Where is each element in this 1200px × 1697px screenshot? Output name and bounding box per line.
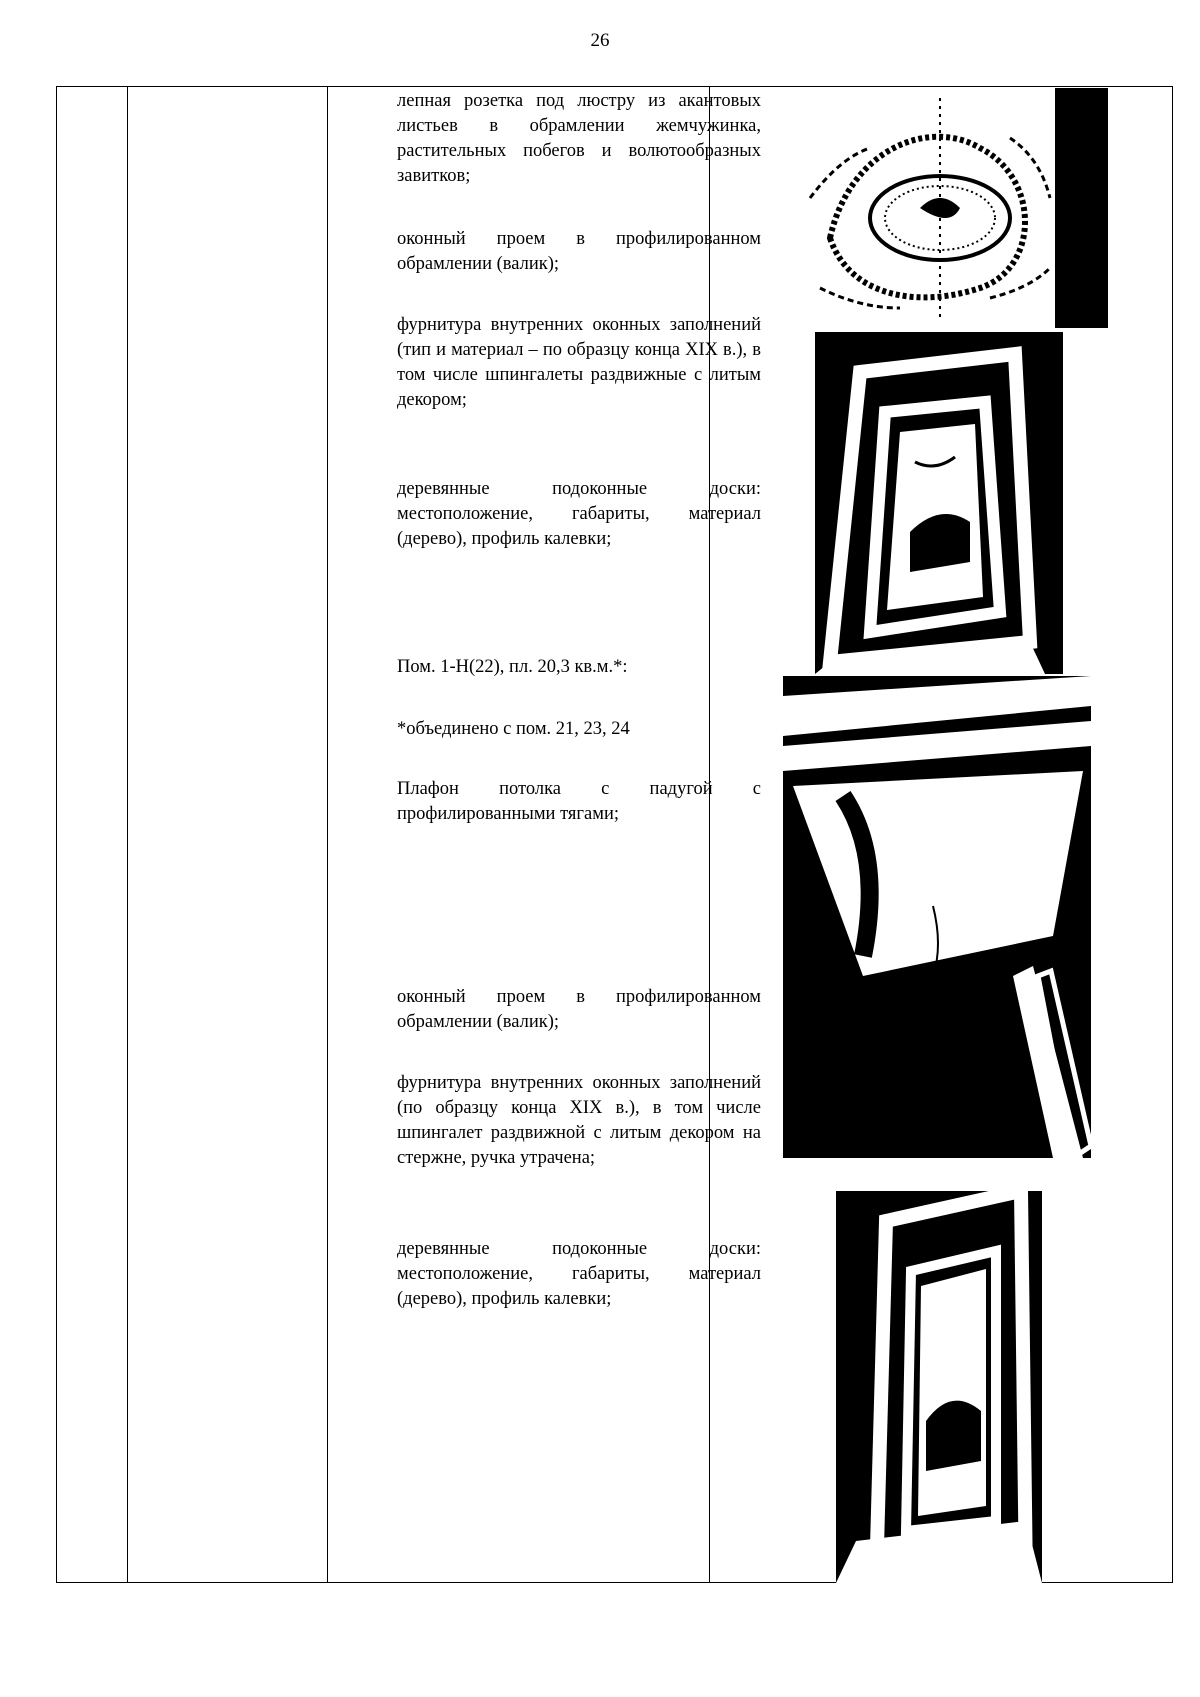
window-photo [815,332,1063,674]
room-heading: Пом. 1-Н(22), пл. 20,3 кв.м.*: [397,657,628,677]
rosette-description: лепная розетка под люстру из акантовых листьев в обрамлении жемчужинка, растительных побегов и волютообразных завитков; [397,91,761,186]
ceiling-rosette-photo [790,88,1108,328]
column-divider [127,87,128,1582]
window-sill-description: деревянные подоконные доски: местоположение, габариты, материал (дерево), профиль калевки; [397,479,761,549]
page-number: 26 [590,30,610,51]
window-photo [836,1191,1042,1583]
column-divider [327,87,328,1582]
window-frame-description: оконный проем в профилированном обрамлении (валик); [397,229,761,274]
window-frame-description: оконный проем в профилированном обрамлении (валик); [397,987,761,1032]
description-column [397,87,761,1582]
ceiling-cove-photo [783,676,1091,1158]
room-note: *объединено с пом. 21, 23, 24 [397,719,630,739]
window-sill-description: деревянные подоконные доски: местоположение, габариты, материал (дерево), профиль калевки; [397,1239,761,1309]
window-fittings-description: фурнитура внутренних оконных заполнений (по образцу конца XIX в.), в том числе шпингалет раздвижной с литым декором на стержне, ручка утрачена; [397,1073,761,1168]
ceiling-description: Плафон потолка с падугой с профилированными тягами; [397,779,761,824]
window-fittings-description: фурнитура внутренних оконных заполнений (тип и материал – по образцу конца XIX в.), в том числе шпингалеты раздвижные с литым декором; [397,315,761,410]
